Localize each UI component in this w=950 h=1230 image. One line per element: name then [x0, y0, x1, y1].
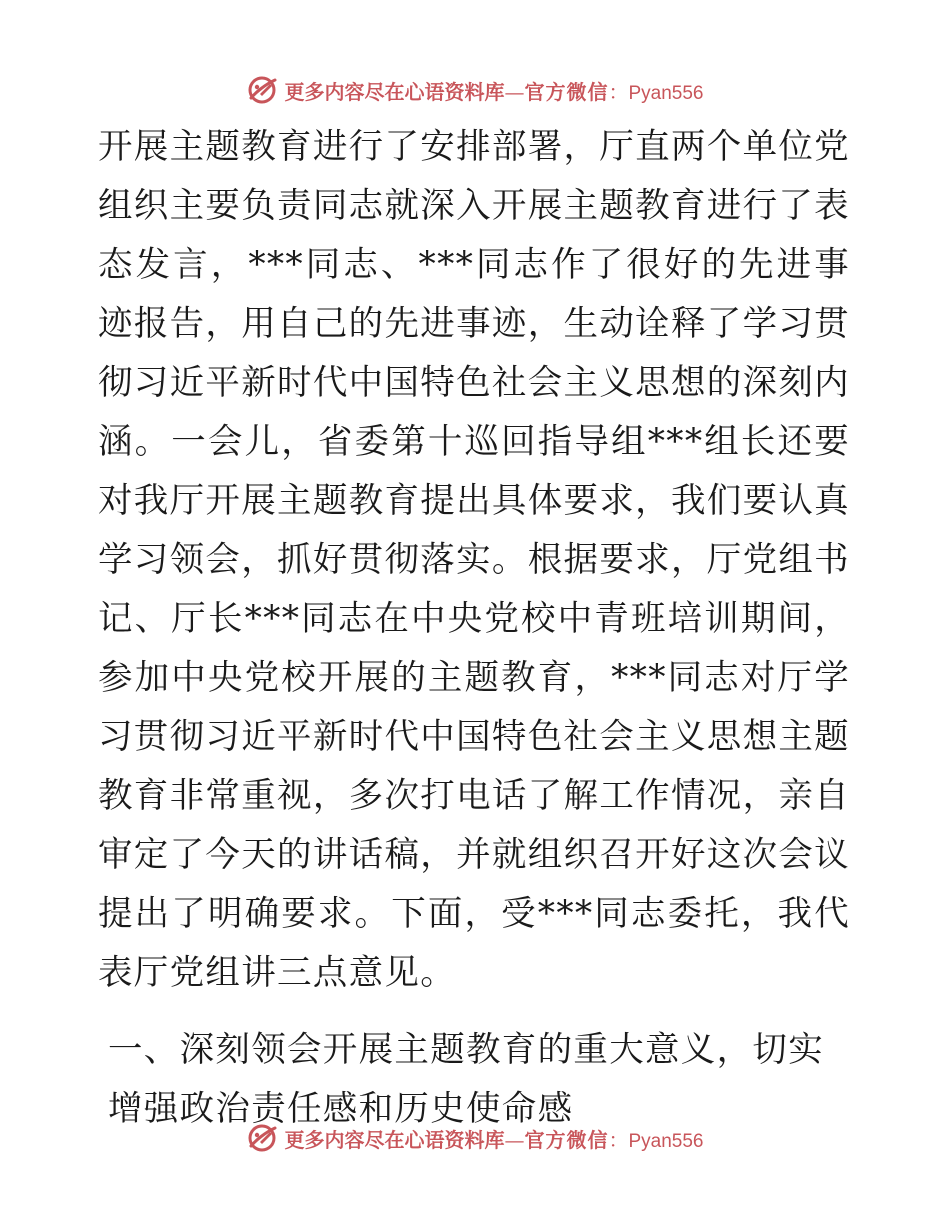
ribbon-pen-logo-icon: [246, 1122, 278, 1154]
section-heading: 一、深刻领会开展主题教育的重大意义，切实增强政治责任感和历史使命感: [108, 1030, 824, 1129]
banner-text: [284, 1124, 703, 1153]
banner-text: [284, 76, 703, 105]
body-paragraph: 开展主题教育进行了安排部署，厅直两个单位党组织主要负责同志就深入开展主题教育进行了表态发言，***同志、***同志作了很好的先进事迹报告，用自己的先进事迹，生动诠释了学习贯彻习近平新时代中国特色社会主义思想的深刻内涵。一会儿，省委第十巡回指导组***组长还要对我厅开展主题教育提出具体要求，我们要认真学习领会，抓好贯彻落实。根据要求，厅党组书记、厅长***同志在中央党校中青班培训期间，参加中央党校开展的主题教育，***同志对厅学习贯彻习近平新时代中国特色社会主义思想主题教育非常重视，多次打电话了解工作情况，亲自审定了今天的讲话稿，并就组织召开好这次会议提出了明确要求。下面，受***同志委托，我代表厅党组讲三点意见。: [98, 127, 850, 993]
banner-wechat-label: 官方微信: [524, 79, 609, 104]
header-banner: [0, 70, 950, 110]
banner-main-text: 更多内容尽在心语资料库: [284, 1127, 505, 1152]
banner-separator: —: [504, 1127, 525, 1152]
ribbon-pen-logo-icon: [246, 74, 278, 106]
document-body: [98, 118, 850, 1139]
banner-colon: ：: [608, 79, 629, 104]
banner-wechat-id: Pyan556: [628, 1130, 704, 1152]
footer-banner: [0, 1118, 950, 1158]
banner-colon: ：: [608, 1127, 629, 1152]
banner-wechat-label: 官方微信: [524, 1127, 609, 1152]
banner-separator: —: [504, 79, 525, 104]
banner-wechat-id: Pyan556: [628, 82, 704, 104]
banner-main-text: 更多内容尽在心语资料库: [284, 79, 505, 104]
